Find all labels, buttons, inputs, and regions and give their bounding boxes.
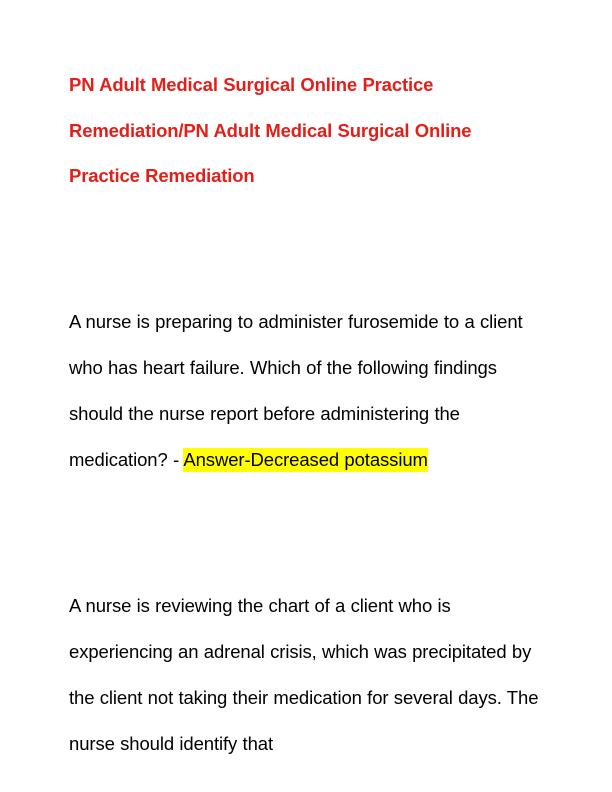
question-text-1: A nurse is preparing to administer furosemide to a client who has heart failure. Which of the following findings should the nurse report before administering the medication? - bbox=[69, 310, 523, 470]
question-text-2: A nurse is reviewing the chart of a client who is experiencing an adrenal crisis, which was precipitated by the client not taking their medication for several days. The nurse should identify that bbox=[69, 594, 539, 754]
title-body-spacer bbox=[69, 199, 547, 299]
question-block-2 bbox=[69, 583, 547, 767]
paragraph-spacer bbox=[69, 483, 547, 583]
answer-highlight-1: Answer-Decreased potassium bbox=[183, 448, 428, 470]
question-block-1 bbox=[69, 299, 547, 483]
page-title: PN Adult Medical Surgical Online Practice Remediation/PN Adult Medical Surgical Online Practice Remediation bbox=[69, 74, 472, 186]
document-content bbox=[69, 62, 547, 767]
